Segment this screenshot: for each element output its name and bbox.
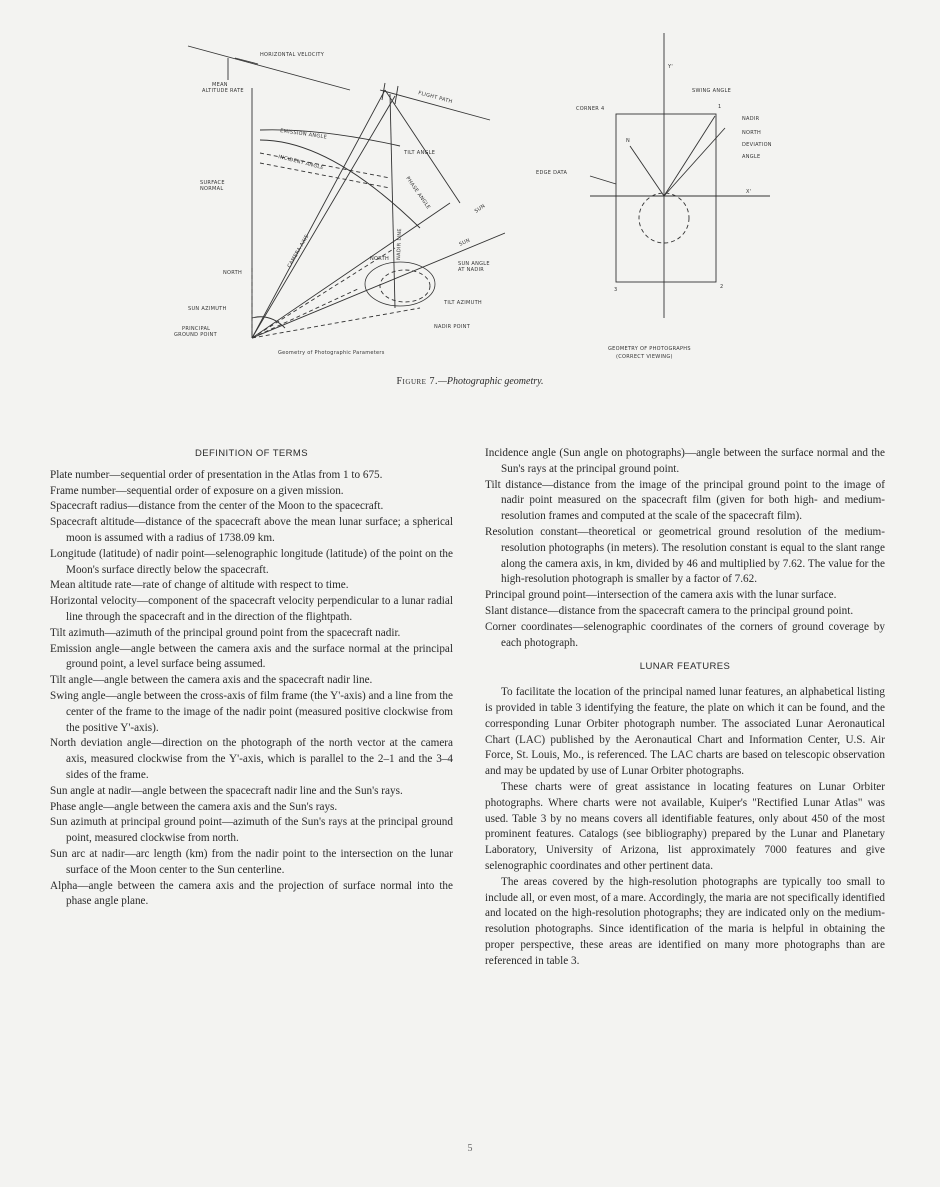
figure-caption-text: —Photographic geometry.: [437, 376, 544, 387]
term-definition: Incidence angle (Sun angle on photographs)—angle between the surface normal and the Sun's rays at the principal ground point.: [485, 447, 885, 475]
label-nadir: NADIR: [742, 116, 760, 122]
label-corner-3: 3: [614, 287, 618, 293]
term-definition: Sun azimuth at principal ground point—azimuth of the Sun's rays at the principal ground point, measured clockwise from north.: [50, 816, 453, 845]
term-definition: Phase angle—angle between the camera axis and the Sun's rays.: [50, 800, 338, 813]
term-definition: Tilt angle—angle between the camera axis and the spacecraft nadir line.: [50, 674, 373, 687]
term-definition: Frame number—sequential order of exposure on a given mission.: [50, 484, 344, 497]
term-definition: Swing angle—angle between the cross-axis of film frame (the Y'-axis) and a line from the center of the frame to the image of the nadir point (measured positive clockwise from the positive Y'-axis).: [50, 689, 453, 734]
label-north-deviation-2: DEVIATION: [742, 142, 772, 148]
term-definition: Sun arc at nadir—arc length (km) from the nadir point to the intersection on the lunar surface of the Moon center to the Sun centerline.: [50, 847, 453, 876]
term-definition: North deviation angle—direction on the photograph of the north vector at the camera axis, measured clockwise from the Y'-axis, which is parallel to the 2–1 and the 3–4 sides of the frame.: [50, 737, 453, 781]
label-corner-2: 2: [720, 284, 724, 290]
label-incident-angle: INCIDENT ANGLE: [277, 154, 325, 172]
label-north-deviation-3: ANGLE: [742, 154, 761, 160]
geometry-of-photographs-diagram: [520, 28, 790, 373]
label-nadir-point: NADIR POINT: [434, 324, 471, 330]
term-definition: Longitude (latitude) of nadir point—selenographic longitude (latitude) of the point on the Moon's surface directly below the spacecraft.: [50, 547, 453, 576]
lunar-features-heading: LUNAR FEATURES: [639, 661, 731, 673]
label-emission-angle: EMISSION ANGLE: [279, 128, 328, 141]
label-nadir-line: NADIR LINE: [396, 228, 404, 261]
label-sun-1: SUN: [473, 203, 487, 215]
right-column: [485, 446, 885, 970]
label-edge-data: EDGE DATA: [536, 170, 568, 176]
label-sun-angle-at-nadir-2: AT NADIR: [458, 267, 485, 273]
label-phase-angle: PHASE ANGLE: [404, 175, 432, 211]
label-horizontal-velocity: HORIZONTAL VELOCITY: [260, 52, 325, 58]
label-surface-normal-2: NORMAL: [200, 186, 224, 192]
label-corner-1: 1: [718, 104, 722, 110]
body-paragraph: The areas covered by the high-resolution photographs are typically too small to include all, or even most, of a mare. Accordingly, the maria are not specifically identified and located on the high-resolution photographs; they are indicated only on the medium-resolution photographs. Since identification of the maria is helpful in obtaining the proper perspective, these areas are identified on many more photographs than are referenced in table 3.: [485, 875, 885, 967]
body-paragraph: To facilitate the location of the principal named lunar features, an alphabetical listing is provided in table 3 identifying the feature, the plate on which it can be found, and the corresponding Lunar Orbiter photograph number. The associated Lunar Aeronautical Chart (LAC) published by the Aeronautical Chart and Information Center, U.S. Air Force, St. Louis, Mo., is referenced. The LAC charts are based on telescopic observation and may be updated by use of Lunar Orbiter photographs.: [485, 686, 885, 778]
term-definition: Spacecraft altitude—distance of the spacecraft above the mean lunar surface; a spherical moon is assumed with a radius of 1738.09 km.: [50, 516, 453, 544]
left-diagram-subtitle: Geometry of Photographic Parameters: [278, 350, 385, 356]
label-n: N: [626, 138, 631, 144]
label-y-axis: Y': [668, 64, 674, 70]
label-principal-ground-point: PRINCIPAL: [182, 326, 211, 332]
label-tilt-azimuth: TILT AZIMUTH: [444, 300, 482, 306]
label-north-1: NORTH: [370, 256, 390, 262]
page-number: 5: [467, 1143, 473, 1154]
label-swing-angle: SWING ANGLE: [692, 88, 732, 94]
term-definition: Tilt azimuth—azimuth of the principal ground point from the spacecraft nadir.: [50, 626, 401, 639]
term-definition: Horizontal velocity—component of the spacecraft velocity perpendicular to a lunar radial line through the spacecraft and in the direction of the flightpath.: [50, 595, 453, 623]
label-north-2: NORTH: [223, 270, 243, 276]
label-corner-4: CORNER 4: [576, 106, 605, 112]
label-principal-ground-point-2: GROUND POINT: [174, 332, 217, 338]
term-definition: Slant distance—distance from the spacecraft camera to the principal ground point.: [485, 604, 854, 617]
label-mean-altitude-rate: MEAN: [212, 82, 228, 88]
label-flight-path: FLIGHT PATH: [417, 90, 454, 106]
figure-label: Figure 7.: [396, 376, 438, 387]
term-definition: Mean altitude rate—rate of change of altitude with respect to time.: [50, 579, 349, 592]
term-definition: Corner coordinates—selenographic coordinates of the corners of ground coverage by each photograph.: [485, 620, 885, 649]
label-sun-2: SUN: [458, 237, 472, 248]
label-x-axis: X': [746, 189, 752, 195]
right-diagram-caption-2: (CORRECT VIEWING): [616, 354, 673, 360]
term-definition: Spacecraft radius—distance from the center of the Moon to the spacecraft.: [50, 500, 384, 513]
term-definition: Alpha—angle between the camera axis and the projection of surface normal into the phase angle plane.: [50, 879, 453, 908]
label-camera-axis: CAMERA AXIS: [286, 233, 311, 269]
term-definition: Tilt distance—distance from the image of the principal ground point to the image of nadir point measured on the spacecraft film (given for both high- and medium-resolution frames and computed at the scale of the spacecraft film).: [485, 478, 885, 523]
left-terms-list: [50, 468, 453, 910]
term-definition: Principal ground point—intersection of the camera axis with the lunar surface.: [485, 589, 837, 602]
label-sun-angle-at-nadir: SUN ANGLE: [458, 261, 490, 267]
label-tilt-angle: TILT ANGLE: [404, 150, 436, 156]
lunar-features-body: [485, 685, 885, 969]
right-terms-list: [485, 446, 885, 651]
photographic-parameters-diagram: [160, 28, 505, 373]
term-definition: Sun angle at nadir—angle between the spacecraft nadir line and the Sun's rays.: [50, 784, 403, 797]
label-sun-azimuth: SUN AZIMUTH: [188, 306, 227, 312]
label-surface-normal: SURFACE: [200, 180, 225, 186]
label-north-deviation: NORTH: [742, 130, 762, 136]
label-mean-altitude-rate-2: ALTITUDE RATE: [202, 88, 244, 94]
left-column: [50, 446, 453, 910]
right-diagram-caption: GEOMETRY OF PHOTOGRAPHS: [608, 346, 691, 352]
figure-caption: [0, 376, 940, 387]
body-paragraph: These charts were of great assistance in locating features on Lunar Orbiter photographs. Where charts were not available, Kuiper's "Rectified Lunar Atlas" was used. Table 3 by no means covers all identifiable features, only about 450 of the most prominent features. Catalogs (see bibliography) prepared by the Lunar and Planetary Laboratory, University of Arizona, list approximately 7000 features and give selenographic coordinates and other pertinent data.: [485, 780, 885, 872]
term-definition: Resolution constant—theoretical or geometrical ground resolution of the medium-resolution photographs (in meters). The resolution constant is equal to the slant range along the camera axis, in km, divided by 46 and multiplied by 7.62. The value for the high-resolution photograph is smaller by a factor of 7.62.: [485, 525, 885, 586]
term-definition: Emission angle—angle between the camera axis and the surface normal at the principal ground point, a level surface being assumed.: [50, 642, 453, 671]
definition-of-terms-heading: DEFINITION OF TERMS: [195, 448, 308, 459]
term-definition: Plate number—sequential order of presentation in the Atlas from 1 to 675.: [50, 468, 383, 481]
